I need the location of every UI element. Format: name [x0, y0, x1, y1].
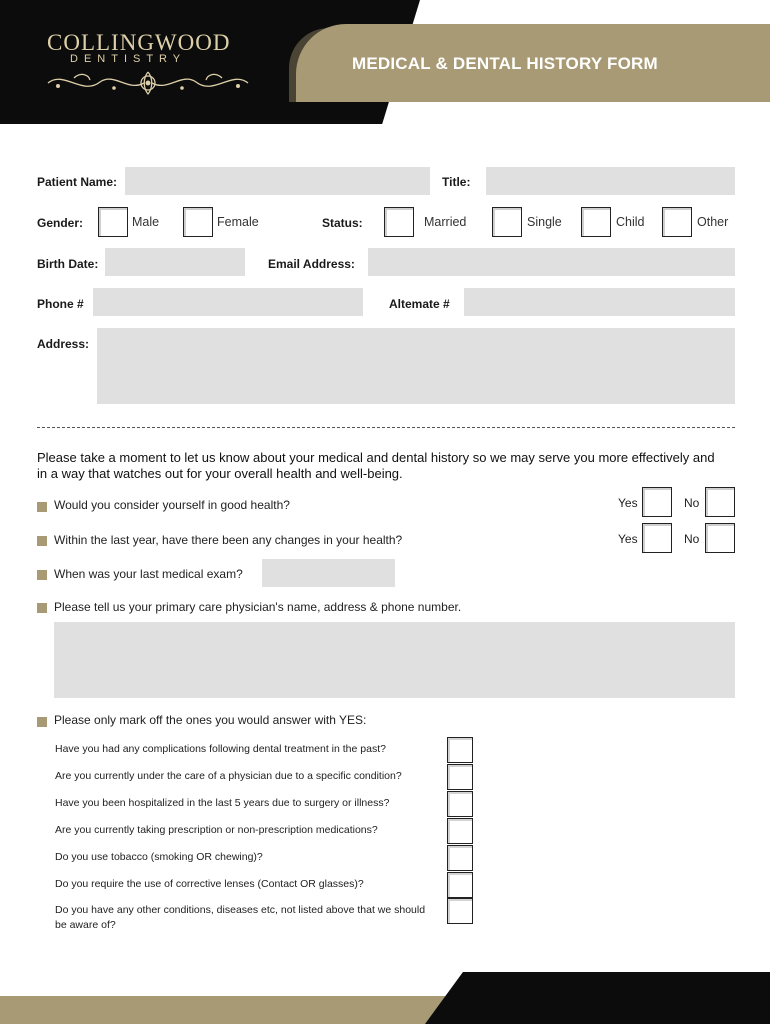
phone-label: Phone #: [37, 297, 84, 311]
yes-item-complications: Have you had any complications following dental treatment in the past?: [55, 743, 386, 755]
physician-field[interactable]: [54, 622, 735, 698]
question-last-exam: When was your last medical exam?: [54, 567, 243, 581]
question-health-changes: Within the last year, have there been any changes in your health?: [54, 533, 403, 547]
gender-male-label: Male: [132, 215, 160, 229]
email-label: Email Address:: [268, 257, 355, 271]
bullet-icon: [37, 536, 47, 546]
alternate-phone-label: Altemate #: [389, 297, 450, 311]
health-changes-yes-checkbox[interactable]: [642, 523, 672, 553]
address-field[interactable]: [97, 328, 735, 404]
health-changes-no-checkbox[interactable]: [705, 523, 735, 553]
yes-item-lenses-checkbox[interactable]: [447, 872, 473, 898]
status-single-label: Single: [527, 215, 562, 229]
gender-female-label: Female: [217, 215, 259, 229]
bullet-icon: [37, 502, 47, 512]
status-child-label: Child: [616, 215, 645, 229]
question-good-health: Would you consider yourself in good health?: [54, 498, 290, 512]
logo-subtitle: DENTISTRY: [70, 53, 187, 65]
logo-name: COLLINGWOOD: [47, 30, 231, 55]
logo-ornament-icon: [44, 66, 252, 100]
yes-item-physician-care-checkbox[interactable]: [447, 764, 473, 790]
address-label: Address:: [37, 337, 90, 351]
patient-name-label: Patient Name:: [37, 175, 118, 189]
gender-label: Gender:: [37, 216, 84, 230]
last-exam-field[interactable]: [262, 559, 395, 587]
yes-item-hospitalized: Have you been hospitalized in the last 5 years due to surgery or illness?: [55, 797, 390, 809]
yes-item-lenses: Do you require the use of corrective lenses (Contact OR glasses)?: [55, 878, 364, 890]
status-married-checkbox[interactable]: [384, 207, 414, 237]
yes-item-medications: Are you currently taking prescription or non-prescription medications?: [55, 824, 378, 836]
yes-item-medications-checkbox[interactable]: [447, 818, 473, 844]
good-health-yes-label: Yes: [618, 496, 638, 510]
status-child-checkbox[interactable]: [581, 207, 611, 237]
yes-item-tobacco: Do you use tobacco (smoking OR chewing)?: [55, 851, 263, 863]
history-intro: Please take a moment to let us know about your medical and dental history so we may serve you more effectively and in a way that watches out for your overall health and well-being.: [37, 450, 715, 481]
alternate-phone-field[interactable]: [464, 288, 735, 316]
good-health-no-checkbox[interactable]: [705, 487, 735, 517]
question-physician: Please tell us your primary care physician's name, address & phone number.: [54, 600, 462, 614]
birth-date-field[interactable]: [105, 248, 245, 276]
yes-item-other-conditions-checkbox[interactable]: [447, 898, 473, 924]
yes-item-physician-care: Are you currently under the care of a physician due to a specific condition?: [55, 770, 402, 782]
health-changes-no-label: No: [684, 532, 700, 546]
yes-item-other-conditions: Do you have any other conditions, diseases etc, not listed above that we should be aware of?: [55, 904, 426, 931]
yes-item-complications-checkbox[interactable]: [447, 737, 473, 763]
phone-field[interactable]: [93, 288, 363, 316]
status-other-checkbox[interactable]: [662, 207, 692, 237]
footer-black-band: [425, 972, 770, 1024]
patient-name-field[interactable]: [125, 167, 430, 195]
title-field[interactable]: [486, 167, 735, 195]
gender-male-checkbox[interactable]: [98, 207, 128, 237]
email-field[interactable]: [368, 248, 735, 276]
yes-item-hospitalized-checkbox[interactable]: [447, 791, 473, 817]
birth-date-label: Birth Date:: [37, 257, 99, 271]
form-title: MEDICAL & DENTAL HISTORY FORM: [352, 54, 658, 73]
title-label: Title:: [442, 175, 471, 189]
section-divider: [37, 427, 735, 428]
status-married-label: Married: [424, 215, 467, 229]
bullet-icon: [37, 603, 47, 613]
status-label: Status:: [322, 216, 363, 230]
bullet-icon: [37, 717, 47, 727]
status-single-checkbox[interactable]: [492, 207, 522, 237]
footer-gold-band: [0, 996, 460, 1024]
good-health-yes-checkbox[interactable]: [642, 487, 672, 517]
health-changes-yes-label: Yes: [618, 532, 638, 546]
good-health-no-label: No: [684, 496, 700, 510]
question-mark-yes: Please only mark off the ones you would answer with YES:: [54, 713, 367, 727]
bullet-icon: [37, 570, 47, 580]
gender-female-checkbox[interactable]: [183, 207, 213, 237]
yes-item-tobacco-checkbox[interactable]: [447, 845, 473, 871]
status-other-label: Other: [697, 215, 729, 229]
